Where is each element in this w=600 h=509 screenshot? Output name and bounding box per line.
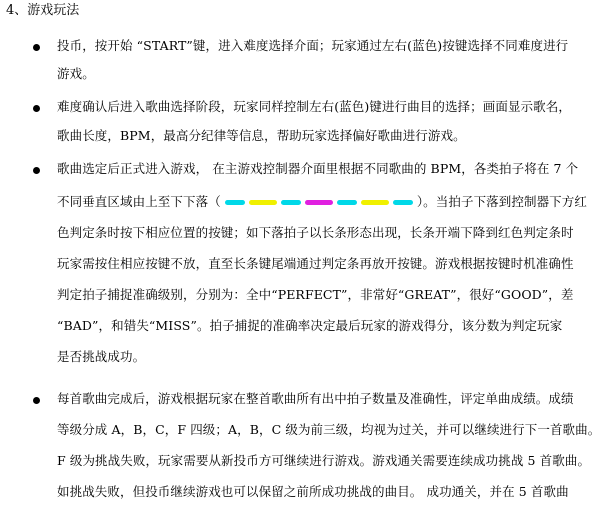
paragraph-line: 每首歌曲完成后，游戏根据玩家在整首歌曲所有出中拍子数量及准确性，评定单曲成绩。成绩	[57, 391, 574, 406]
paragraph-line: 歌曲长度，BPM，最高分纪律等信息，帮助玩家选择偏好歌曲进行游戏。	[57, 128, 466, 143]
paragraph-line: “BAD”，和错失“MISS”。拍子捕捉的准确率决定最后玩家的游戏得分，该分数为判定玩家	[57, 318, 563, 333]
note-yellow-icon	[249, 200, 277, 205]
note-magenta-icon	[305, 200, 333, 205]
section-heading: 4、游戏玩法	[6, 3, 80, 18]
paragraph-line: 玩家需按住相应按键不放，直至长条键尾端通过判定条再放开按键。游戏根据按键时机准确性	[57, 256, 574, 271]
bullet-point	[33, 44, 40, 51]
paragraph-line: 是否挑战成功。	[57, 349, 146, 364]
line-text-before: 不同垂直区域由上至下下落（	[57, 194, 221, 209]
paragraph-line: 难度确认后进入歌曲选择阶段，玩家同样控制左右(蓝色)键进行曲目的选择；画面显示歌名，	[57, 99, 571, 114]
note-yellow-icon	[361, 200, 389, 205]
paragraph-line: 歌曲选定后正式进入游戏， 在主游戏控制器介面里根据不同歌曲的 BPM，各类拍子将在 7 个	[57, 161, 579, 176]
bullet-point	[33, 105, 40, 112]
paragraph-line: F 级为挑战失败，玩家需要从新投币方可继续进行游戏。游戏通关需要连续成功挑战 5 首歌曲。	[57, 453, 591, 468]
paragraph-line-with-notes	[57, 193, 587, 212]
note-cyan-icon	[393, 200, 413, 205]
paragraph-line: 投币，按开始 “START”键，进入难度选择介面；玩家通过左右(蓝色)按键选择不同难度进行	[57, 38, 569, 53]
paragraph-line: 游戏。	[57, 66, 95, 81]
paragraph-line: 色判定条时按下相应位置的按键；如下落拍子以长条形态出现，长条开端下降到红色判定条时	[57, 225, 574, 240]
bullet-point	[33, 397, 40, 404]
bullet-point	[33, 167, 40, 174]
line-text-after: ）。当拍子下落到控制器下方红	[416, 194, 587, 209]
paragraph-line: 如挑战失败，但投币继续游戏也可以保留之前所成功挑战的曲目。 成功通关，并在 5 首歌曲	[57, 484, 569, 499]
paragraph-line: 等级分成 A，B，C，F 四级；A，B，C 级为前三级，均视为过关，并可以继续进行下一首歌曲。	[57, 422, 600, 437]
falling-notes-illustration	[223, 194, 415, 212]
note-cyan-icon	[337, 200, 357, 205]
paragraph-line: 判定拍子捕捉准确级别，分别为：全中“PERFECT”，非常好“GREAT”，很好“GOOD”，差	[57, 287, 574, 302]
note-cyan-icon	[225, 200, 245, 205]
note-cyan-icon	[281, 200, 301, 205]
